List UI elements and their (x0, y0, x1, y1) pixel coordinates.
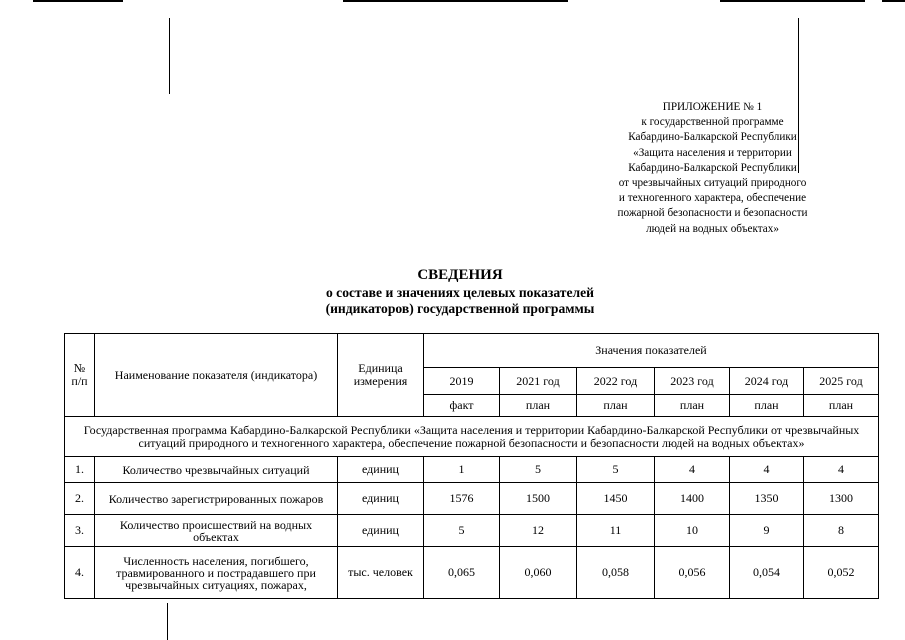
appendix-line: «Защита населения и территории (633, 146, 792, 159)
row-value: 5 (577, 457, 655, 483)
title-main: СВЕДЕНИЯ (417, 267, 503, 283)
row-unit: единиц (338, 483, 424, 515)
scan-artifact-top-right (720, 0, 865, 2)
scan-artifact-vertical-left (169, 18, 170, 94)
appendix-line: пожарной безопасности и безопасности (617, 207, 808, 220)
row-value: 0,052 (804, 547, 879, 599)
row-value: 11 (577, 515, 655, 547)
appendix-header (560, 100, 865, 237)
header-unit: Единица измерения (338, 334, 424, 417)
header-row-1 (65, 334, 879, 368)
row-value: 4 (730, 457, 804, 483)
row-value: 12 (500, 515, 577, 547)
appendix-line: к государственной программе (641, 116, 784, 129)
table-row (65, 457, 879, 483)
row-unit: тыс. человек (338, 547, 424, 599)
header-num: № п/п (65, 334, 95, 417)
scan-artifact-vertical-bottom (167, 603, 168, 640)
indicators-table (64, 333, 879, 599)
row-unit: единиц (338, 457, 424, 483)
row-num: 3. (65, 515, 95, 547)
header-kind: план (500, 395, 577, 417)
row-value: 9 (730, 515, 804, 547)
row-value: 0,060 (500, 547, 577, 599)
row-name: Численность населения, погибшего, травмированного и пострадавшего при чрезвычайных ситуациях, пожарах, (95, 547, 338, 599)
row-value: 5 (424, 515, 500, 547)
header-kind: план (804, 395, 879, 417)
row-value: 5 (500, 457, 577, 483)
appendix-line: Кабардино-Балкарской Республики (628, 131, 797, 144)
header-year: 2022 год (577, 368, 655, 395)
header-year: 2019 (424, 368, 500, 395)
header-name: Наименование показателя (индикатора) (95, 334, 338, 417)
row-unit: единиц (338, 515, 424, 547)
appendix-line: людей на водных объектах» (646, 222, 779, 235)
scan-artifact-top-center (343, 0, 568, 2)
table-row (65, 515, 879, 547)
header-kind: план (655, 395, 730, 417)
document-title (180, 266, 740, 317)
row-num: 2. (65, 483, 95, 515)
row-value: 1 (424, 457, 500, 483)
header-values-group: Значения показателей (424, 334, 879, 368)
row-num: 4. (65, 547, 95, 599)
header-year: 2021 год (500, 368, 577, 395)
row-value: 1350 (730, 483, 804, 515)
scan-artifact-top-left (33, 0, 123, 2)
row-value: 1576 (424, 483, 500, 515)
scan-artifact-top-corner (882, 0, 905, 2)
row-value: 0,058 (577, 547, 655, 599)
appendix-line: и техногенного характера, обеспечение (618, 192, 807, 205)
header-year: 2023 год (655, 368, 730, 395)
row-value: 1500 (500, 483, 577, 515)
header-kind: факт (424, 395, 500, 417)
program-title: Государственная программа Кабардино-Балкарской Республики «Защита населения и территории Кабардино-Балкарской Республики от чрезвычайных ситуаций природного и техногенного характера, обеспечение пожарной безопасности и безопасности людей на водных объектах» (65, 417, 879, 457)
row-name: Количество происшествий на водных объектах (95, 515, 338, 547)
header-year: 2024 год (730, 368, 804, 395)
header-kind: план (730, 395, 804, 417)
title-line-3: (индикаторов) государственной программы (325, 301, 595, 316)
title-line-2: о составе и значениях целевых показателей (325, 285, 594, 300)
row-value: 8 (804, 515, 879, 547)
row-value: 0,065 (424, 547, 500, 599)
row-value: 0,054 (730, 547, 804, 599)
table-row (65, 547, 879, 599)
row-name: Количество зарегистрированных пожаров (95, 483, 338, 515)
header-kind: план (577, 395, 655, 417)
appendix-line: от чрезвычайных ситуаций природного (618, 177, 807, 190)
program-title-row (65, 417, 879, 457)
header-year: 2025 год (804, 368, 879, 395)
row-num: 1. (65, 457, 95, 483)
row-name: Количество чрезвычайных ситуаций (95, 457, 338, 483)
row-value: 10 (655, 515, 730, 547)
row-value: 1450 (577, 483, 655, 515)
row-value: 0,056 (655, 547, 730, 599)
row-value: 1400 (655, 483, 730, 515)
appendix-line: ПРИЛОЖЕНИЕ № 1 (662, 101, 763, 113)
table-row (65, 483, 879, 515)
appendix-line: Кабардино-Балкарской Республики (628, 161, 797, 174)
row-value: 1300 (804, 483, 879, 515)
row-value: 4 (804, 457, 879, 483)
row-value: 4 (655, 457, 730, 483)
